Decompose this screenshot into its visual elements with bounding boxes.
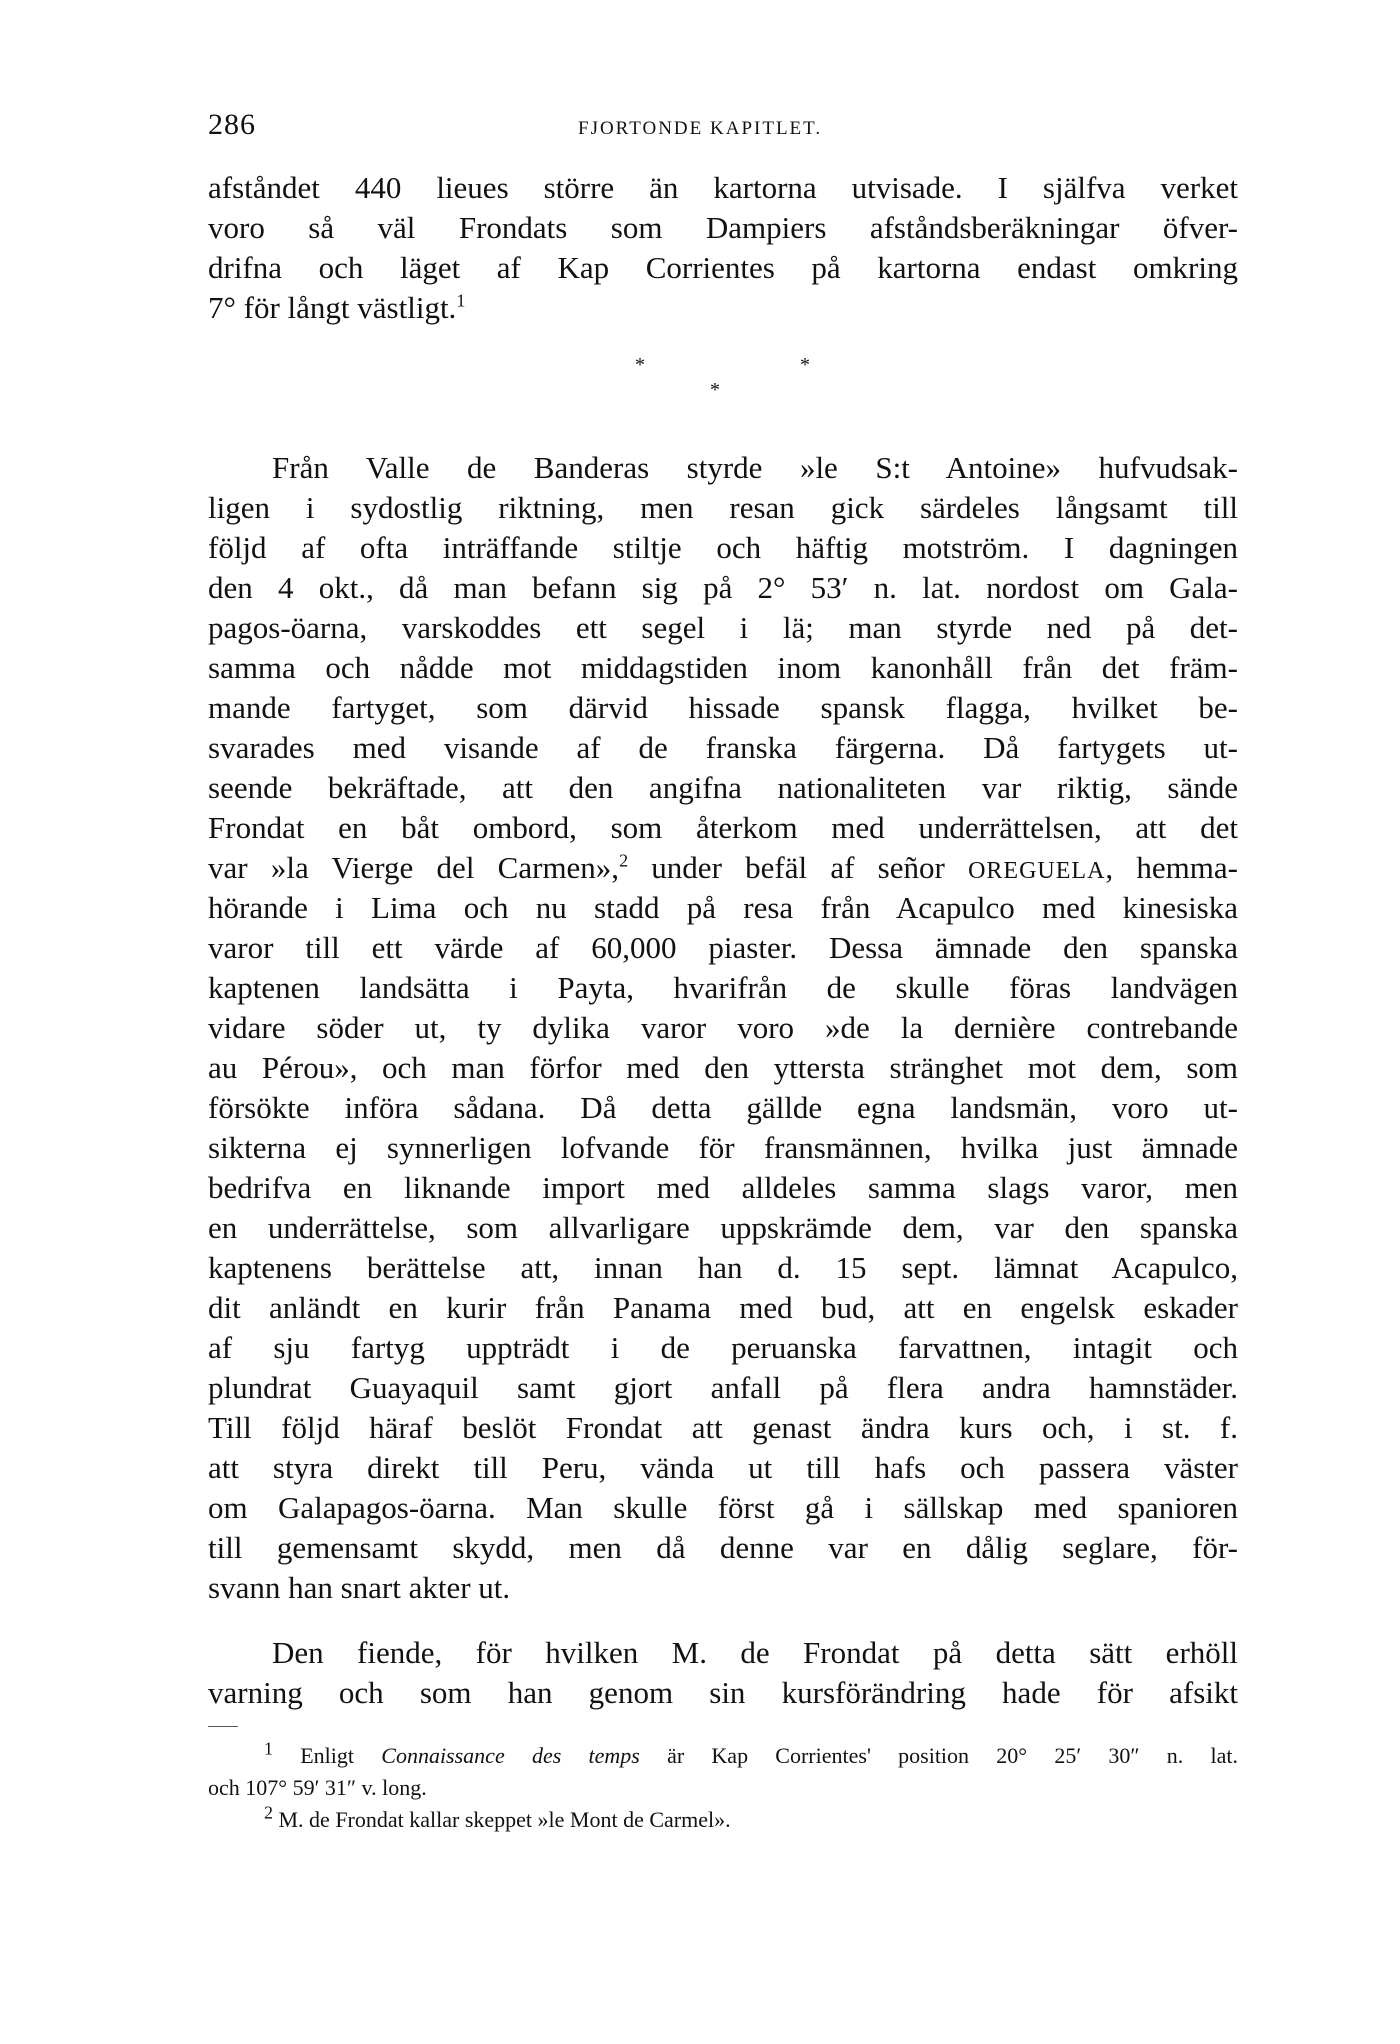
footnote-mark-1: 1 [264,1738,273,1759]
text-line: mande fartyget, som därvid hissade spansk flagga, hvilket be- [208,690,1238,725]
text-line: svarades med visande af de franska färgerna. Då fartygets ut- [208,730,1238,765]
footnote-divider [208,1726,238,1727]
footnote-1 [208,1740,1238,1772]
text-line: plundrat Guayaquil samt gjort anfall på flera andra hamnstäder. [208,1370,1238,1405]
footnote-mark-2: 2 [264,1802,273,1823]
page-number: 286 [208,108,256,141]
text-line: drifna och läget af Kap Corrientes på kartorna endast omkring [208,250,1238,285]
text-line: kaptenens berättelse att, innan han d. 15 sept. lämnat Acapulco, [208,1250,1238,1285]
paragraph-2 [208,448,1238,1608]
text-line: att styra direkt till Peru, vända ut till hafs och passera väster [208,1450,1238,1485]
text-line: bedrifva en liknande import med alldeles samma slags varor, men [208,1170,1238,1205]
text-line-with-note [208,288,1238,328]
small-caps-name: OREGUELA [968,858,1106,884]
text-line: samma och nådde mot middagstiden inom kanonhåll från det främ- [208,650,1238,685]
text-line: hörande i Lima och nu stadd på resa från Acapulco med kinesiska [208,890,1238,925]
text-line: varor till ett värde af 60,000 piaster. Dessa ämnade den spanska [208,930,1238,965]
text-line: vidare söder ut, ty dylika varor voro »de la dernière contrebande [208,1010,1238,1045]
footnote-2 [208,1804,1238,1836]
text-line: ligen i sydostlig riktning, men resan gick särdeles långsamt till [208,490,1238,525]
text-line: om Galapagos-öarna. Man skulle först gå i sällskap med spanioren [208,1490,1238,1525]
text-segment: under befäl af señor [628,850,969,885]
paragraph-1 [208,168,1238,328]
footnote-text: är Kap Corrientes' position 20° 25′ 30″ n. lat. [639,1743,1239,1768]
asterisk: * [710,379,720,401]
text-line: försökte införa sådana. Då detta gällde egna landsmän, voro ut- [208,1090,1238,1125]
text-segment: , hemma- [1105,850,1238,885]
text-line: den 4 okt., då man befann sig på 2° 53′ n. lat. nordost om Gala- [208,570,1238,605]
footnote-ref-2: 2 [619,850,629,871]
text-line: en underrättelse, som allvarligare uppskrämde dem, var den spanska [208,1210,1238,1245]
text-line: kaptenen landsätta i Payta, hvarifrån de skulle föras landvägen [208,970,1238,1005]
page-header [208,108,1238,148]
text-line: seende bekräftade, att den angifna nationaliteten var riktig, sände [208,770,1238,805]
text-line: varning och som han genom sin kursförändring hade för afsikt [208,1675,1238,1710]
footnote-italic-title: Connaissance des temps [381,1743,640,1768]
footnotes [208,1740,1238,1836]
footnote-text: Enligt [273,1743,382,1768]
text-line: af sju fartyg uppträdt i de peruanska farvattnen, intagit och [208,1330,1238,1365]
text-line: voro så väl Frondats som Dampiers afståndsberäkningar öfver- [208,210,1238,245]
text-line: au Pérou», och man förfor med den yttersta stränghet mot dem, som [208,1050,1238,1085]
footnote-1-continuation: och 107° 59′ 31″ v. long. [208,1775,427,1800]
paragraph-3 [208,1633,1238,1713]
text-line: dit anländt en kurir från Panama med bud, att en engelsk eskader [208,1290,1238,1325]
text-line: Frondat en båt ombord, som återkom med underrättelsen, att det [208,810,1238,845]
section-break [620,355,820,405]
text-line: Från Valle de Banderas styrde »le S:t Antoine» hufvudsak- [272,450,1238,485]
text-line-with-note [208,848,1238,888]
text-line: 7° för långt västligt. [208,290,457,325]
text-line: afståndet 440 lieues större än kartorna utvisade. I själfva verket [208,170,1238,205]
footnote-text: M. de Frondat kallar skeppet »le Mont de Carmel». [273,1807,731,1832]
running-head: FJORTONDE KAPITLET. [578,118,823,139]
asterisk: * [635,354,645,376]
text-line: Till följd häraf beslöt Frondat att genast ändra kurs och, i st. f. [208,1410,1238,1445]
text-line: svann han snart akter ut. [208,1570,511,1605]
text-line: följd af ofta inträffande stiltje och häftig motström. I dagningen [208,530,1238,565]
text-line: till gemensamt skydd, men då denne var en dålig seglare, för- [208,1530,1238,1565]
text-segment: var »la Vierge del Carmen», [208,850,620,885]
text-line: sikterna ej synnerligen lofvande för fransmännen, hvilka just ämnade [208,1130,1238,1165]
text-line: pagos-öarna, varskoddes ett segel i lä; man styrde ned på det- [208,610,1238,645]
text-line: Den fiende, för hvilken M. de Frondat på detta sätt erhöll [272,1635,1238,1670]
asterisk: * [800,354,810,376]
footnote-ref-1: 1 [456,290,466,311]
